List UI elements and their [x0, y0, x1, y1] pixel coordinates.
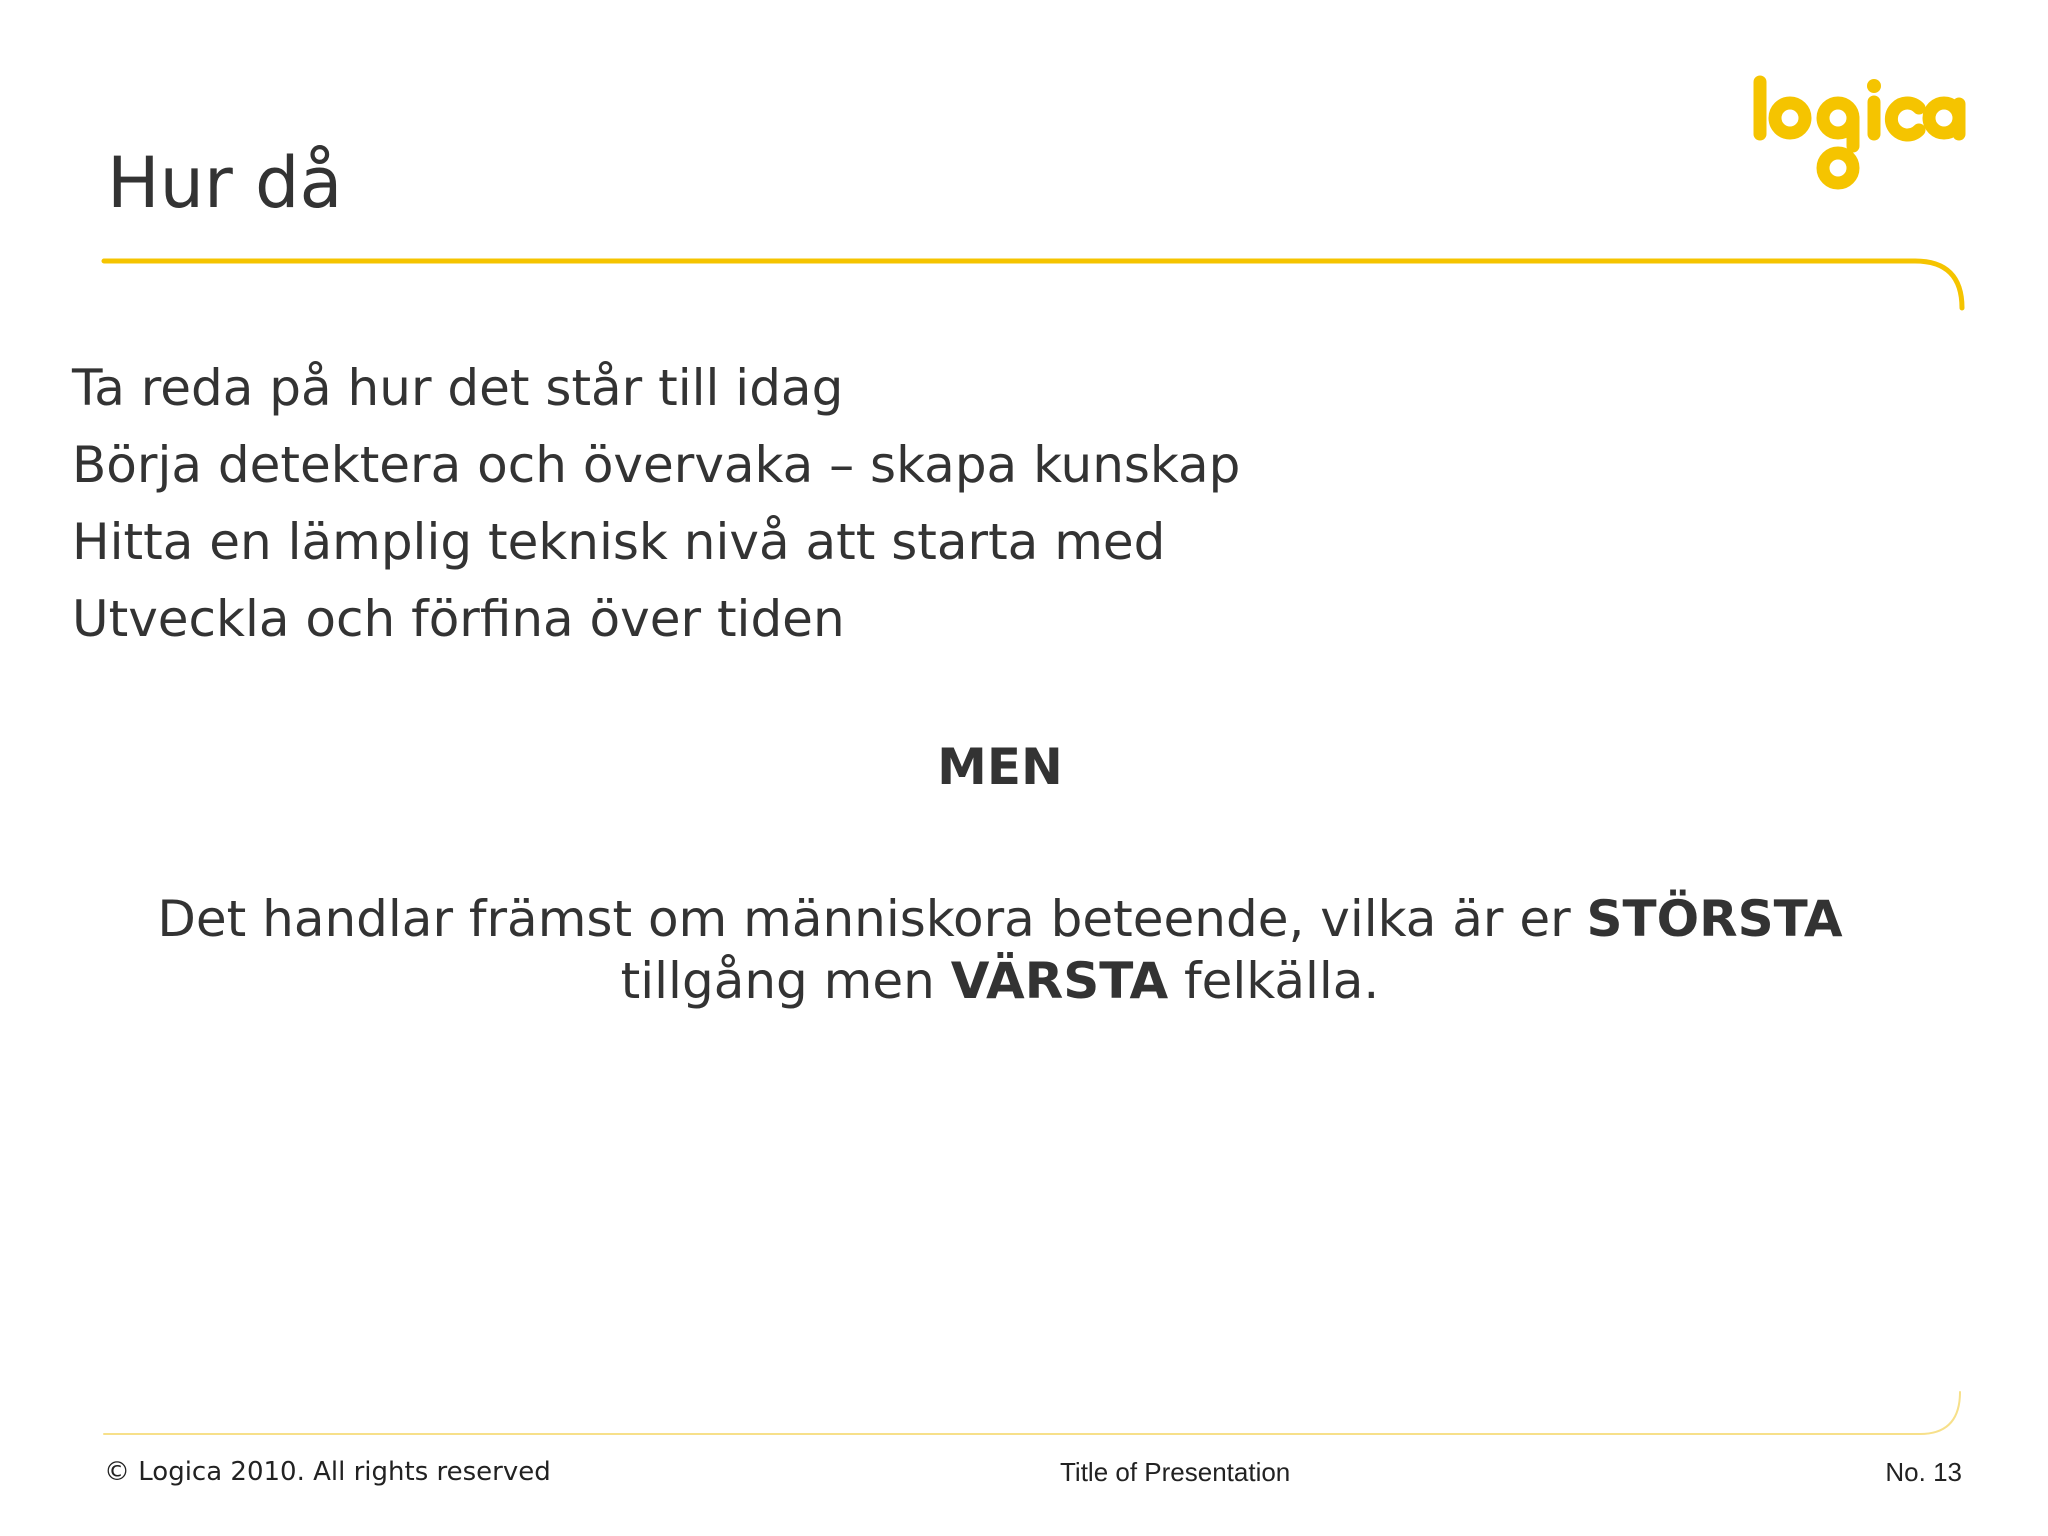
bullet-item: Ta reda på hur det står till idag [72, 359, 844, 417]
key-statement [80, 888, 1920, 1012]
footer-presentation-title: Title of Presentation [1060, 1457, 1291, 1487]
statement-text: Det handlar främst om människora beteende, vilka är er [157, 890, 1587, 948]
footer-rule [104, 1392, 1960, 1434]
statement-emphasis-worst: VÄRSTA [950, 952, 1169, 1010]
statement-text: felkälla. [1168, 952, 1380, 1010]
footer-page-number: No. 13 [1885, 1457, 1962, 1487]
logica-logo [1746, 72, 1966, 202]
men-heading: MEN [937, 738, 1063, 796]
footer-copyright: © Logica 2010. All rights reserved [104, 1457, 551, 1487]
header-rule [104, 261, 1962, 308]
bullet-item: Börja detektera och övervaka – skapa kunskap [72, 436, 1241, 494]
statement-text: tillgång men [620, 952, 951, 1010]
bullet-item: Hitta en lämplig teknisk nivå att starta med [72, 513, 1166, 571]
bullet-item: Utveckla och förfina över tiden [72, 590, 845, 648]
statement-emphasis-largest: STÖRSTA [1586, 890, 1843, 948]
bullet-list [72, 350, 1240, 658]
slide-title: Hur då [107, 142, 343, 224]
